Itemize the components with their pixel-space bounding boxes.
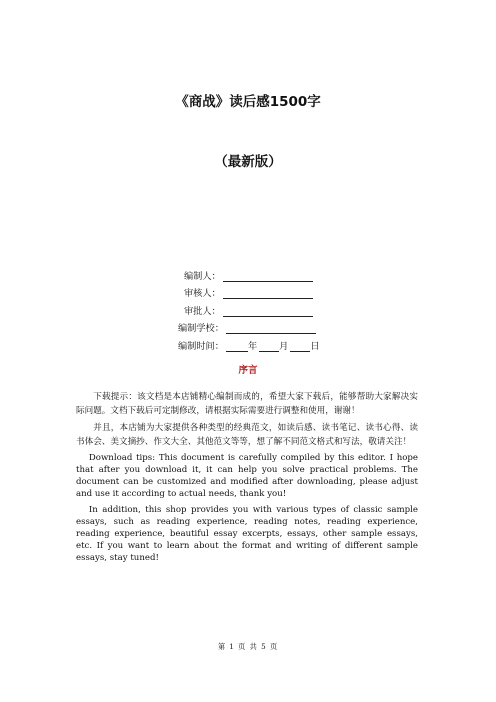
field-reviewer xyxy=(184,282,320,300)
field-label: 编制人： xyxy=(184,270,221,282)
field-editor xyxy=(184,264,320,282)
paragraph-cn: 并且，本店铺为大家提供各种类型的经典范文，如读后感、读书笔记、读书心得、读书体会、美文摘抄、作文大全、其他范文等等，想了解不同范文格式和写法，敬请关注！ xyxy=(76,423,418,447)
blank-line xyxy=(226,322,316,334)
document-title: 《商战》读后感1500字 xyxy=(175,94,321,110)
blank-line xyxy=(226,340,248,352)
field-approver xyxy=(184,299,320,317)
preface-body xyxy=(76,390,418,568)
month-label: 月 xyxy=(279,340,289,352)
field-label: 编制时间： xyxy=(178,340,224,352)
blank-line xyxy=(223,287,313,299)
preface-heading: 序言 xyxy=(238,365,258,376)
year-label: 年 xyxy=(247,340,258,352)
metadata-block xyxy=(178,264,320,352)
paragraph-en: Download tips: This document is carefully compiled by this editor. I hope that after you download it, it can help you solve practical problems. The document can be customized and modified after downloading, please adjust and use it according to actual needs, thank you! xyxy=(76,453,418,499)
day-label: 日 xyxy=(310,340,320,352)
document-subtitle: （最新版） xyxy=(214,154,282,170)
field-date xyxy=(178,334,320,352)
blank-line xyxy=(290,340,310,352)
field-label: 审批人： xyxy=(184,305,221,317)
field-label: 编制学校： xyxy=(178,323,224,335)
blank-line xyxy=(223,270,313,282)
blank-line xyxy=(259,340,279,352)
paragraph-en: In addition, this shop provides you with various types of classic sample essays, such as reading experience, reading notes, reading experience, reading experience, beautiful essay excerpts, essays, other sample essays, etc. If you want to learn about the format and writing of different sample essays, stay tuned! xyxy=(76,505,418,563)
blank-line xyxy=(223,305,313,317)
page-footer: 第 1 页 共 5 页 xyxy=(217,642,279,651)
field-label: 审核人： xyxy=(184,288,221,300)
paragraph-cn: 下载提示：该文档是本店铺精心编制而成的，希望大家下载后，能够帮助大家解决实际问题。文档下载后可定制修改，请根据实际需要进行调整和使用，谢谢！ xyxy=(76,392,418,416)
field-school xyxy=(178,317,320,335)
